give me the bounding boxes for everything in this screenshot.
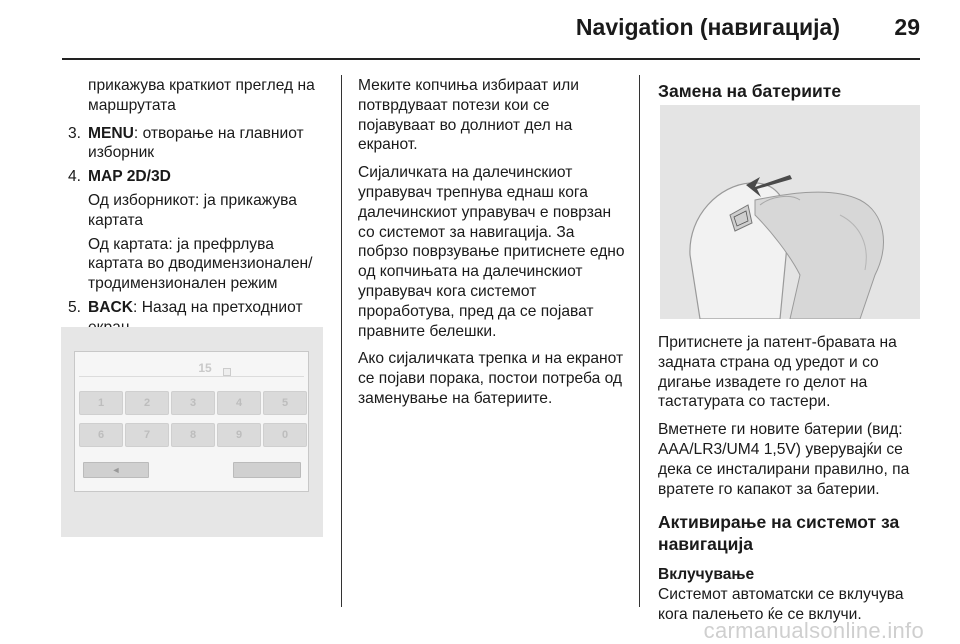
paragraph: Вметнете ги новите батерии (вид: AAA/LR3/UM4 1,5V) уверувајќи се дека се инсталирани правилно, па вратете го капакот за батерии.	[658, 421, 910, 498]
term-label: MAP 2D/3D	[88, 168, 171, 186]
column-divider-1	[341, 75, 342, 607]
list-number: 4.	[68, 168, 82, 186]
list-item-menu	[64, 124, 329, 164]
left-soft-button[interactable]: ◄	[83, 462, 149, 478]
column-3	[658, 333, 923, 633]
list-number: 5.	[68, 298, 82, 316]
page-number: 29	[894, 14, 920, 40]
paragraph: Ако сијаличката трепка и на екранот се појави порака, постои потреба од заменување на батериите.	[358, 350, 624, 407]
keypad-screen	[74, 351, 309, 492]
term-desc: : отворање на главниот изборник	[88, 124, 304, 162]
watermark: carmanualsonline.info	[703, 618, 924, 643]
paragraph: Системот автоматски се вклучува кога палењето ќе се вклучи.	[658, 586, 904, 623]
intro-text: прикажува краткиот преглед на маршрутата	[88, 77, 315, 114]
section-title: Navigation (навигација)	[575, 14, 840, 40]
section-heading: Замена на батериите	[658, 81, 842, 101]
list-number: 3.	[68, 124, 82, 142]
list-item-map	[64, 167, 329, 294]
paragraph: Сијаличката на далечинскиот управувач трепнува еднаш кога далечинскиот управувач е поврзан со системот за навигација. За побрзо поврзување притиснете едно од копчињата на далечинскиот управувач кога системот проработува, пред да се појават правните белешки.	[358, 164, 625, 340]
term-desc: Од картата: ја префрлува картата во дводимензионален/тродимензионален режим	[88, 235, 313, 293]
cursor-icon	[223, 368, 231, 376]
screen-divider	[79, 376, 304, 377]
column-2	[358, 76, 628, 417]
key-4[interactable]: 4	[217, 391, 261, 415]
section-heading: Активирање на системот за навигација	[658, 512, 900, 555]
paragraph: Притиснете ја патент-бравата на задната страна од уредот и со дигање извадете го делот на тастатурата со тастери.	[658, 334, 897, 411]
key-6[interactable]: 6	[79, 423, 123, 447]
column-1	[64, 76, 329, 342]
battery-replacement-photo	[660, 105, 920, 319]
key-2[interactable]: 2	[125, 391, 169, 415]
key-5[interactable]: 5	[263, 391, 307, 415]
term-label: MENU	[88, 124, 134, 142]
key-8[interactable]: 8	[171, 423, 215, 447]
paragraph: Меките копчиња избираат или потврдуваат потези кои се појавуваат во долниот дел на екранот.	[358, 77, 579, 154]
key-0[interactable]: 0	[263, 423, 307, 447]
subsection-heading: Вклучување	[658, 566, 755, 584]
key-3[interactable]: 3	[171, 391, 215, 415]
key-9[interactable]: 9	[217, 423, 261, 447]
term-desc: Од изборникот: ја прикажува картата	[88, 191, 297, 229]
right-soft-button[interactable]	[233, 462, 301, 478]
entry-value: 15	[198, 361, 212, 375]
term-desc: : Назад на претходниот	[133, 298, 303, 316]
key-1[interactable]: 1	[79, 391, 123, 415]
hand-remote-illustration	[660, 105, 920, 319]
column-divider-2	[639, 75, 640, 607]
term-label: BACK	[88, 298, 134, 316]
key-7[interactable]: 7	[125, 423, 169, 447]
header-divider	[62, 58, 920, 60]
